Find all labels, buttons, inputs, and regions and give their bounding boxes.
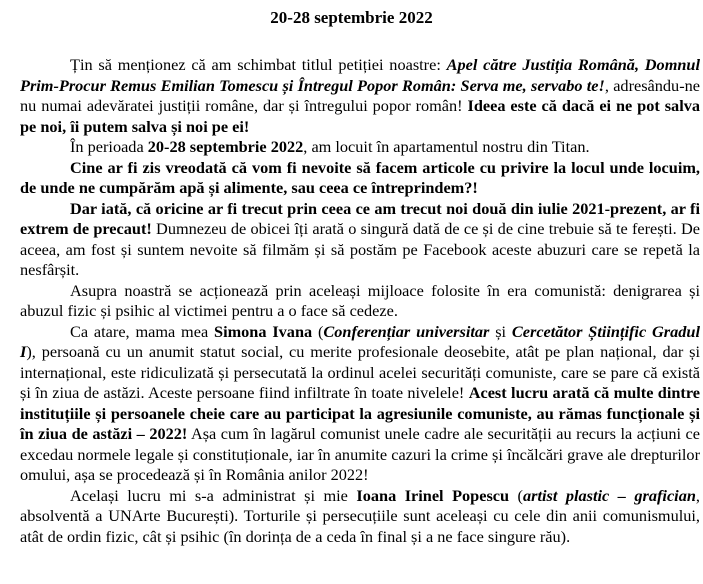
petition-title: Apel către Justiția Română, Domnul Prim-Procur Remus Emilian Tomescu și Întregul Popor Român: Serva me, servabo te! — [20, 55, 700, 95]
text: În perioada — [70, 137, 148, 156]
person-name: Ioana Irinel Popescu — [356, 485, 510, 505]
emphasis: Cine ar fi zis vreodată că vom fi nevoite să facem articole cu privire la locul unde locuim, de unde ne cumpărăm apă și alimente, sau ceea ce întreprindem?! — [20, 157, 700, 197]
paragraph-simona — [20, 322, 700, 486]
paragraph-ioana — [20, 486, 700, 548]
paragraph-period — [20, 137, 700, 158]
text: Dumnezeu de obicei îți arată o singură dată de ce și de cine trebuie să te ferești. De aceea, am fost și suntem nevoite să filmăm și să postăm pe Facebook aceste abuzuri care se repetă la nesfârșit. — [20, 219, 700, 279]
paragraph-methods — [20, 281, 700, 322]
paragraph-caution — [20, 199, 700, 281]
text: Același lucru mi s-a administrat și mie — [70, 485, 357, 505]
emphasis: Acest lucru arată că multe dintre instituțiile și persoanele cheie care au participat la agresiunile comuniste, au rămas funcționale și în ziua de astăzi – 2022! — [20, 383, 700, 443]
person-title: Conferențiar universitar — [323, 321, 490, 341]
text: Ca atare, mama mea — [70, 321, 215, 341]
emphasis: Dar iată, că oricine ar fi trecut prin ceea ce am trecut noi două din iulie 2021-prezent, ar fi extrem de precaut! — [20, 198, 700, 238]
document-body — [20, 55, 700, 547]
text: Asupra noastră se acționează prin aceleași mijloace folosite în era comunistă: denigrarea și abuzul fizic și psihic al victimei pentru a o face să cedeze. — [20, 280, 700, 320]
text: și — [489, 321, 512, 341]
person-profession: artist plastic – grafician — [522, 485, 696, 505]
text: ( — [312, 321, 324, 341]
text: Țin să menționez că am schimbat titlul petiției noastre: — [70, 55, 447, 74]
document-date: 20-28 septembrie 2022 — [270, 8, 433, 27]
text: ( — [509, 485, 523, 505]
paragraph-petition-title — [20, 55, 700, 137]
person-title: Cercetător Științific Gradul I — [20, 321, 700, 361]
text: Așa cum în lagărul comunist unele cadre ale securității au recurs la acțiuni ce excedau normele legale și constituționale, iar în anumite cazuri la crime și încălcări grave ale drepturilor omului, așa se procedează și în România anilor 2022! — [20, 424, 700, 484]
paragraph-question — [20, 158, 700, 199]
text: , adresându-ne nu numai adevăratei justiții române, dar și întregului popor român! — [20, 75, 700, 115]
period-date: 20-28 septembrie 2022 — [147, 137, 304, 156]
text: , am locuit în apartamentul nostru din Titan. — [303, 137, 590, 156]
text: , absolventă a UNArte București). Torturile și persecuțiile sunt aceleași cu cele din anii comunismului, atât de ordin fizic, cât și psihic (în dorința de a ceda în final și a ne face singure rău). — [20, 485, 700, 546]
person-name: Simona Ivana — [214, 321, 313, 341]
text: ), persoană cu un anumit statut social, cu merite profesionale deosebite, atât pe plan național, dar și internațional, este ridiculizată și persecutată la ordinul acelei securități comuniste, care se pare că există și în ziua de astăzi. Aceste persoane fiind infiltrate în toate nivelele! — [20, 342, 700, 402]
emphasis: Ideea este că dacă ei ne pot salva pe noi, îi putem salva și noi pe ei! — [20, 96, 701, 136]
